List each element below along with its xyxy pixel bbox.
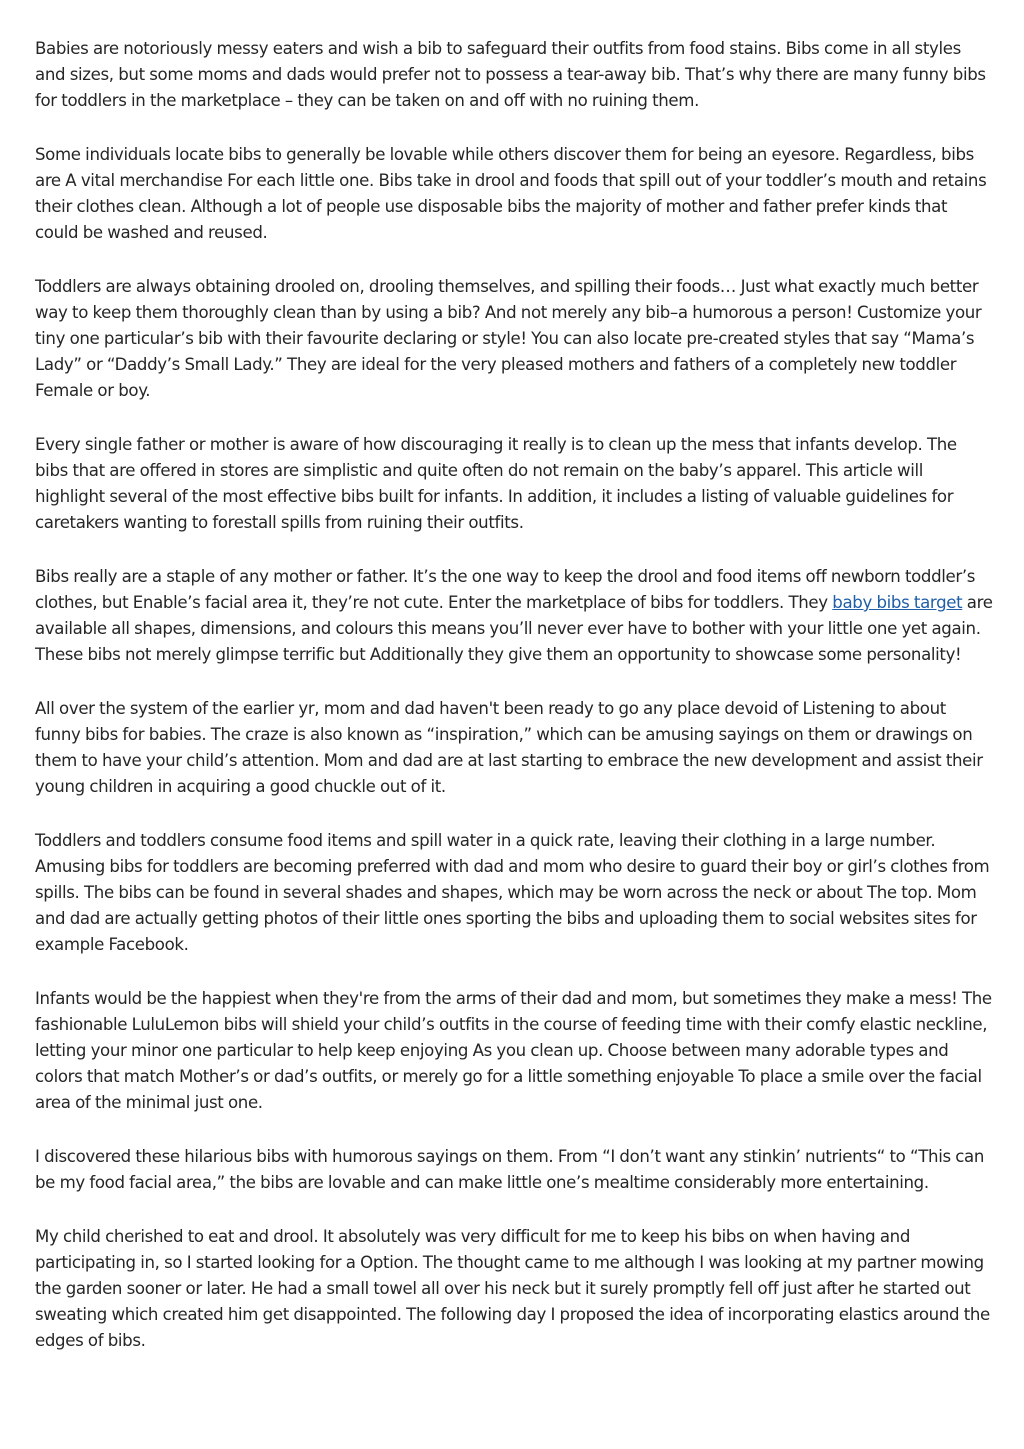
paragraph-9: I discovered these hilarious bibs with humorous sayings on them. From “I don’t want any stinkin’ nutrients“ to “This can be my food facial area,” the bibs are lovable and can make little one’s mealtime considerably more entertaining. [35,1147,985,1192]
article-body [35,36,993,1382]
paragraph-1: Babies are notoriously messy eaters and wish a bib to safeguard their outfits from food stains. Bibs come in all styles and sizes, but some moms and dads would prefer not to possess a tear-away bib. That’s why there are many funny bibs for toddlers in the marketplace – they can be taken on and off with no ruining them. [35,39,986,110]
paragraph-3: Toddlers are always obtaining drooled on, drooling themselves, and spilling their foods… Just what exactly much better way to keep them thoroughly clean than by using a bib? And not merely any bib–a humorous a person! Customize your tiny one particular’s bib with their favourite declaring or style! You can also locate pre-created styles that say “Mama’s Lady” or “Daddy’s Small Lady.” They are ideal for the very pleased mothers and fathers of a completely new toddler Female or boy. [35,277,982,400]
paragraph-7: Toddlers and toddlers consume food items and spill water in a quick rate, leaving their clothing in a large number. Amusing bibs for toddlers are becoming preferred with dad and mom who desire to guard their boy or girl’s clothes from spills. The bibs can be found in several shades and shapes, which may be worn across the neck or about The top. Mom and dad are actually getting photos of their little ones sporting the bibs and uploading them to social websites sites for example Facebook. [35,831,990,954]
paragraph-5-text-before: Bibs really are a staple of any mother or father. It’s the one way to keep the drool and food items off newborn toddler’s clothes, but Enable’s facial area it, they’re not cute. Enter the marketplace of bibs for toddlers. They [35,567,976,612]
paragraph-5-text-after: are available all shapes, dimensions, and colours this means you’ll never ever have to bother with your little one yet again. These bibs not merely glimpse terrific but Additionally they give them an opportunity to showcase some personality! [35,593,993,664]
paragraph-6: All over the system of the earlier yr, mom and dad haven't been ready to go any place devoid of Listening to about funny bibs for babies. The craze is also known as “inspiration,” which can be amusing sayings on them or drawings on them to have your child’s attention. Mom and dad are at last starting to embrace the new development and assist their young children in acquiring a good chuckle out of it. [35,699,983,796]
paragraph-5 [35,564,993,668]
paragraph-10: My child cherished to eat and drool. It absolutely was very difficult for me to keep his bibs on when having and participating in, so I started looking for a Option. The thought came to me although I was looking at my partner mowing the garden sooner or later. He had a small towel all over his neck but it surely promptly fell off just after he started out sweating which created him get disappointed. The following day I proposed the idea of incorporating elastics around the edges of bibs. [35,1227,990,1350]
baby-bibs-target-link[interactable]: baby bibs target [832,593,963,612]
paragraph-8: Infants would be the happiest when they're from the arms of their dad and mom, but sometimes they make a mess! The fashionable LuluLemon bibs will shield your child’s outfits in the course of feeding time with their comfy elastic neckline, letting your minor one particular to help keep enjoying As you clean up. Choose between many adorable types and colors that match Mother’s or dad’s outfits, or merely go for a little something enjoyable To place a smile over the facial area of the minimal just one. [35,989,992,1112]
paragraph-4: Every single father or mother is aware of how discouraging it really is to clean up the mess that infants develop. The bibs that are offered in stores are simplistic and quite often do not remain on the baby’s apparel. This article will highlight several of the most effective bibs built for infants. In addition, it includes a listing of valuable guidelines for caretakers wanting to forestall spills from ruining their outfits. [35,435,957,532]
paragraph-2: Some individuals locate bibs to generally be lovable while others discover them for being an eyesore. Regardless, bibs are A vital merchandise For each little one. Bibs take in drool and foods that spill out of your toddler’s mouth and retains their clothes clean. Although a lot of people use disposable bibs the majority of mother and father prefer kinds that could be washed and reused. [35,145,987,242]
